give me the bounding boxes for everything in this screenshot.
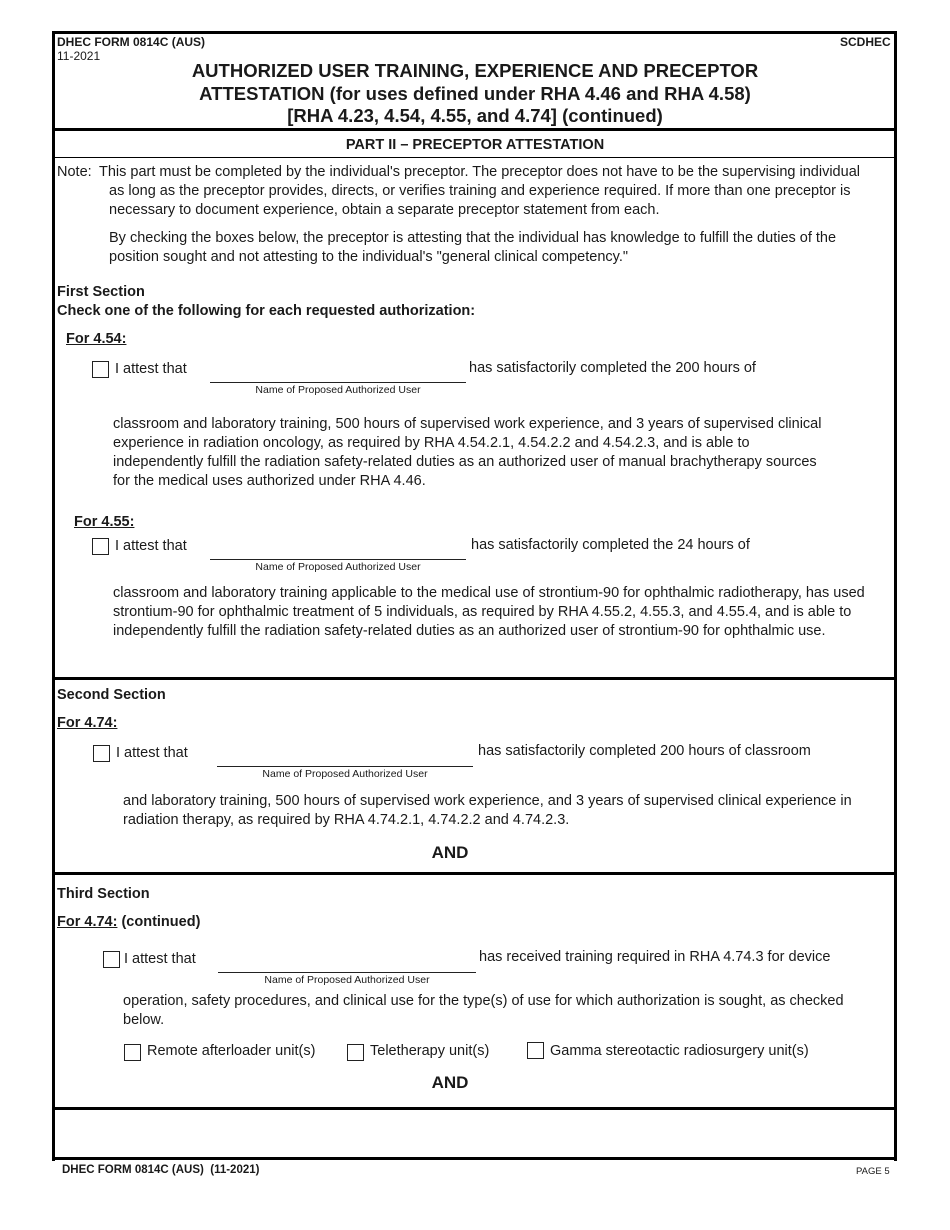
name-454-field[interactable]: [210, 360, 466, 383]
attest-4743-after: has received training required in RHA 4.74.3 for device: [479, 949, 831, 965]
name-474-caption: Name of Proposed Authorized User: [262, 768, 428, 780]
page-title-line2: ATTESTATION (for uses defined under RHA 4.46 and RHA 4.58): [199, 83, 751, 104]
note-text2: By checking the boxes below, the preceptor is attesting that the individual has knowledge to fulfill the duties of the position sought and not attesting to the individual's "general clinical competency.": [109, 230, 837, 265]
attest-4743-text: I attest that: [124, 951, 196, 967]
attest-474-text: I attest that: [116, 745, 188, 761]
remote-afterloader-checkbox[interactable]: [124, 1044, 141, 1061]
attest-454-after: has satisfactorily completed the 200 hours of: [469, 360, 756, 376]
footer-form-label: DHEC FORM 0814C (AUS) (11-2021): [62, 1164, 260, 1176]
for-474-label: For 4.74:: [57, 715, 118, 731]
for-474-continued-label: [57, 913, 200, 932]
agency: SCDHEC: [840, 35, 891, 49]
attest-4743-checkbox[interactable]: [103, 951, 120, 968]
for-455-label: For 4.55:: [74, 514, 135, 530]
note-label: Note:: [57, 164, 92, 180]
frame-top: [52, 31, 897, 34]
name-474-field[interactable]: [217, 744, 473, 767]
name-454-caption: Name of Proposed Authorized User: [255, 384, 421, 396]
attest-455-after: has satisfactorily completed the 24 hours of: [471, 537, 750, 553]
name-4743-field[interactable]: [218, 950, 476, 973]
for-454-label: For 4.54:: [66, 331, 127, 347]
attest-455-body: classroom and laboratory training applicable to the medical use of strontium-90 for ophthalmic radiotherapy, has used strontium-90 for ophthalmic treatment of 5 individuals, as required by RHA 4.55.2, 4.55.3, and 4.55.4, and is able to independently fulfill the radiation safety-related duties as an authorized user of strontium-90 for ophthalmic use.: [113, 585, 865, 639]
third-section-divider: [52, 1107, 897, 1110]
teletherapy-label: Teletherapy unit(s): [370, 1043, 490, 1059]
attest-455-checkbox[interactable]: [92, 538, 109, 555]
header-divider: [52, 128, 897, 131]
attest-454-text: I attest that: [115, 361, 187, 377]
name-455-field[interactable]: [210, 537, 466, 560]
attest-474-after: has satisfactorily completed 200 hours of classroom: [478, 743, 811, 759]
first-section-divider: [52, 677, 897, 680]
part-title: PART II – PRECEPTOR ATTESTATION: [345, 137, 605, 153]
for-474-cont-rest: (continued): [117, 914, 201, 930]
attest-454-checkbox[interactable]: [92, 361, 109, 378]
for-474-cont-underlined: For 4.74:: [57, 914, 118, 930]
attest-474-checkbox[interactable]: [93, 745, 110, 762]
gamma-stereotactic-label: Gamma stereotactic radiosurgery unit(s): [550, 1043, 809, 1059]
form-id: DHEC FORM 0814C (AUS): [57, 35, 206, 49]
part-divider: [52, 157, 897, 158]
second-section-divider: [52, 872, 897, 875]
teletherapy-checkbox[interactable]: [347, 1044, 364, 1061]
frame-left: [52, 31, 55, 1161]
third-section-heading: Third Section: [57, 886, 150, 902]
note-text: [99, 163, 869, 220]
third-section-and: AND: [431, 1073, 469, 1092]
name-455-caption: Name of Proposed Authorized User: [255, 561, 421, 573]
remote-afterloader-label: Remote afterloader unit(s): [147, 1043, 316, 1059]
attest-454-body: classroom and laboratory training, 500 hours of supervised work experience, and 3 years of supervised clinical experience in radiation oncology, as required by RHA 4.54.2.1, 4.54.2.2 and 4.54.2.3, and is able to independently fulfill the radiation safety-related duties as an authorized user of manual brachytherapy sources for the medical uses authorized under RHA 4.46.: [113, 416, 822, 489]
second-section-and: AND: [431, 843, 469, 862]
note-body: This part must be completed by the individual's preceptor. The preceptor does not have to be the supervising individual as long as the preceptor provides, directs, or verifies training and experience required. If more than one preceptor is necessary to document experience, obtain a separate preceptor statement from each.: [99, 164, 860, 218]
page-number: PAGE 5: [856, 1166, 890, 1177]
frame-bottom: [52, 1157, 897, 1160]
attest-4743-body: operation, safety procedures, and clinical use for the type(s) of use for which authorization is sought, as checked below.: [123, 993, 844, 1028]
attest-455-text: I attest that: [115, 538, 187, 554]
first-section-instruction: Check one of the following for each requested authorization:: [57, 303, 476, 319]
page-title-line3: [RHA 4.23, 4.54, 4.55, and 4.74] (continued): [287, 105, 663, 126]
page-title-line1: AUTHORIZED USER TRAINING, EXPERIENCE AND PRECEPTOR: [191, 60, 759, 81]
gamma-stereotactic-checkbox[interactable]: [527, 1042, 544, 1059]
name-4743-caption: Name of Proposed Authorized User: [264, 974, 430, 986]
second-section-heading: Second Section: [57, 687, 166, 703]
frame-right: [894, 31, 897, 1161]
attest-474-body: and laboratory training, 500 hours of supervised work experience, and 3 years of supervised clinical experience in radiation therapy, as required by RHA 4.74.2.1, 4.74.2.2 and 4.74.2.3.: [123, 793, 852, 828]
first-section-heading: First Section: [57, 284, 145, 300]
date-code: 11-2021: [57, 49, 101, 63]
